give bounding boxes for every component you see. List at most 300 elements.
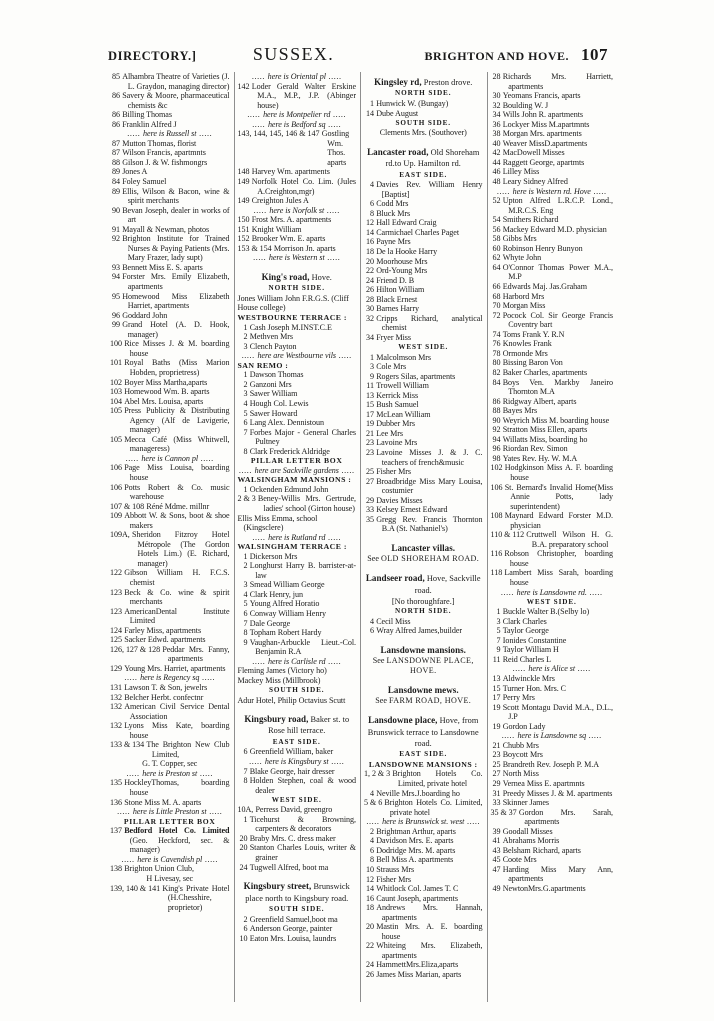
- directory-entry: [110, 884, 230, 913]
- directory-entry: [110, 358, 230, 377]
- leader-dots: .....: [496, 186, 513, 196]
- entry-number: 102: [110, 377, 122, 387]
- cross-reference-text: here is Bedford sq: [267, 119, 326, 129]
- entry-number: 136: [110, 797, 122, 807]
- cross-reference-text: here is Kingsbury st: [264, 757, 329, 766]
- entry-text: Richards Mrs. Harriett, apartments: [502, 72, 613, 91]
- section-spacer: [364, 676, 483, 680]
- entry-text: Lawson T. & Son, jewelrs: [124, 683, 208, 692]
- directory-entry: [110, 148, 230, 158]
- directory-entry: [364, 218, 483, 228]
- entry-number: 7: [243, 766, 248, 776]
- entry-text: Gostling Wm. Thos. aparts: [321, 129, 350, 167]
- entry-number: 126, 127 & 128: [110, 644, 161, 654]
- entry-text: Riordan Rev. Simon: [502, 444, 568, 454]
- entry-text: Stratton Miss Ellen, aparts: [502, 425, 588, 435]
- directory-entry: [364, 419, 483, 429]
- directory-entry: [238, 599, 357, 609]
- directory-entry: [364, 875, 483, 885]
- entry-number: 2 & 3: [237, 494, 256, 504]
- entry-text: Smithers Richard: [502, 215, 559, 225]
- cross-reference-text: here is Rutland rd: [268, 532, 326, 542]
- directory-entry: [238, 409, 357, 419]
- directory-entry: [491, 693, 614, 703]
- entry-text: Davidson Mrs. E. aparts: [376, 836, 454, 846]
- street-heading: [364, 645, 483, 655]
- entry-number: 98: [492, 453, 501, 463]
- entry-number: 2: [243, 914, 248, 924]
- entry-number: 87: [112, 138, 120, 148]
- entry-number: 26: [366, 969, 374, 979]
- entry-text: Edwards Maj. Jas.Graham: [502, 282, 587, 292]
- entry-number: 1: [243, 322, 248, 332]
- directory-entry: [491, 684, 614, 694]
- entry-text: Farley Miss, apartments: [124, 625, 202, 635]
- directory-entry: [238, 323, 357, 333]
- entry-number: 36: [492, 119, 501, 129]
- directory-entry: [110, 272, 230, 291]
- entry-number: 88: [112, 157, 120, 167]
- entry-number: 106: [110, 463, 122, 473]
- entry-text: North Miss: [502, 769, 539, 779]
- leader-dots: .....: [325, 119, 342, 129]
- directory-entry: [491, 110, 614, 120]
- entry-text: Wilson Francis, apartmnts: [122, 148, 206, 158]
- entry-number: 19: [492, 721, 501, 731]
- directory-entry: [110, 397, 230, 407]
- entry-text: Harbord Mrs: [502, 291, 545, 301]
- directory-entry: [491, 674, 614, 684]
- directory-entry: [491, 865, 614, 884]
- entry-text: Brighton Union Club,: [124, 864, 195, 874]
- directory-entry: [364, 400, 483, 410]
- directory-entry: [364, 362, 483, 372]
- directory-entry: [491, 617, 614, 627]
- cross-reference-text: here is Lansdowne sq: [517, 731, 587, 741]
- directory-entry: [364, 314, 483, 333]
- directory-entry: [238, 590, 357, 600]
- entry-number: 12: [366, 218, 374, 228]
- directory-entry: [491, 511, 614, 530]
- directory-entry: [364, 438, 483, 448]
- entry-number: 1: [496, 607, 501, 617]
- entry-text: Sawer William: [249, 389, 298, 399]
- entry-text: Brighton Hotels Co. Limited, private hotel: [384, 798, 483, 817]
- entry-text: Creighton Jules A: [251, 196, 309, 206]
- entry-text: Forster Mrs. Emily Elizabeth, apartments: [122, 272, 230, 292]
- entry-text: Mastin Mrs. A. E. boarding house: [376, 922, 483, 941]
- side-heading: WEST SIDE.: [271, 795, 322, 804]
- directory-entry: [364, 827, 483, 837]
- entry-text: Methven Mrs: [249, 332, 293, 342]
- entry-number: 85: [112, 72, 120, 81]
- cross-reference-line: [238, 110, 357, 120]
- leader-dots: .....: [202, 854, 218, 864]
- directory-line: Clements Mrs. (Southover): [379, 128, 467, 138]
- entry-text: Wray Alfred James,builder: [376, 626, 463, 636]
- directory-entry: [364, 109, 483, 119]
- street-heading: [364, 685, 483, 695]
- directory-entry: [110, 483, 230, 502]
- entry-text: Mutton Thomas, florist: [122, 138, 197, 148]
- directory-entry: [491, 626, 614, 636]
- side-heading: EAST SIDE.: [272, 737, 321, 746]
- directory-columns: [107, 72, 613, 1002]
- directory-entry: [491, 167, 614, 177]
- entry-text: Brighton Institute for Trained Nurses & Paying Patients (Mrs. Mary Frazer, lady supt): [122, 234, 230, 263]
- entry-text: Goodall Misses: [502, 826, 553, 836]
- entry-text: Smead William George: [249, 580, 325, 590]
- entry-number: 41: [492, 836, 501, 846]
- directory-entry: [364, 381, 483, 391]
- directory-entry: [238, 561, 357, 580]
- directory-entry: [238, 609, 357, 619]
- entry-number: 80: [492, 358, 501, 368]
- cross-reference-text: here is Brunswick st. west: [382, 817, 465, 827]
- entry-text: Aldwinckle Mrs: [502, 674, 555, 683]
- entry-text: Dawson Thomas: [249, 370, 304, 380]
- side-heading: SOUTH SIDE.: [269, 685, 325, 694]
- entry-number: 7: [496, 635, 501, 645]
- directory-entry: [238, 332, 357, 342]
- entry-text: Lockyer Miss M.apartmnts: [502, 119, 590, 129]
- entry-number: 96: [112, 310, 120, 320]
- entry-continuation: G. T. Copper, sec: [142, 759, 198, 769]
- entry-text: Whyte John: [502, 253, 542, 263]
- entry-number: 30: [492, 91, 501, 101]
- leader-dots: .....: [586, 731, 602, 741]
- directory-entry: [110, 511, 230, 530]
- directory-entry: [491, 215, 614, 225]
- entry-text: Friend D. B: [376, 275, 415, 285]
- entry-text: Upton Alfred L.R.C.P. Lond., M.R.C.S. Eng: [502, 196, 613, 215]
- entry-text: Davies Rev. William Henry [Baptist]: [376, 180, 483, 199]
- entry-text: Young Mrs. Harriet, apartments: [124, 663, 226, 673]
- entry-number: 22: [366, 266, 374, 276]
- entry-text: Norfolk Hotel Co. Lim. (Jules A.Creighton,mgr): [251, 177, 356, 196]
- directory-entry: [491, 282, 614, 292]
- cross-reference-line: [491, 187, 614, 197]
- entry-number: 4: [370, 788, 374, 798]
- entry-number: 4: [370, 836, 374, 846]
- directory-entry: [364, 247, 483, 257]
- entry-number: 2: [243, 332, 248, 342]
- section-spacer: [238, 872, 357, 876]
- leader-dots: .....: [252, 656, 268, 666]
- entry-text: Hodgkinson Miss A. F. boarding house: [504, 463, 613, 482]
- entry-number: 62: [492, 253, 501, 263]
- leader-dots: .....: [575, 664, 591, 674]
- entry-number: 2: [243, 379, 248, 389]
- entry-text: Hough Col. Lewis: [249, 398, 309, 408]
- directory-entry: [491, 760, 614, 770]
- entry-number: 6: [243, 609, 248, 619]
- directory-entry: [110, 206, 230, 225]
- entry-number: 23: [366, 438, 374, 448]
- directory-entry: [238, 177, 357, 196]
- directory-entry: [110, 72, 230, 91]
- entry-number: 24: [366, 960, 374, 970]
- street-name: King's road,: [261, 271, 310, 282]
- entry-number: 129: [110, 663, 122, 673]
- street-heading: [364, 573, 483, 596]
- entry-text: Belcher Herbt. confectnr: [124, 692, 204, 702]
- entry-text: Sawer Howard: [249, 408, 298, 418]
- entry-text: Robinson Henry Bunyon: [502, 243, 583, 253]
- directory-entry: [238, 342, 357, 352]
- leader-dots: .....: [464, 817, 481, 827]
- entry-number: 19: [492, 702, 501, 712]
- section-spacer: [364, 706, 483, 710]
- directory-entry: [491, 636, 614, 646]
- entry-number: 1: [243, 814, 248, 824]
- cross-reference-text: here is Norfolk st: [269, 205, 325, 215]
- entry-text: McLean William: [376, 409, 431, 419]
- street-description: Preston drove.: [421, 78, 473, 87]
- entry-number: 131: [110, 683, 122, 692]
- entry-number: 32: [492, 100, 501, 110]
- leader-dots: .....: [325, 532, 342, 542]
- entry-number: 5: [496, 626, 501, 636]
- directory-entry: [238, 776, 357, 795]
- directory-entry: [238, 843, 357, 862]
- leader-dots: .....: [253, 205, 270, 215]
- entry-number: 105: [110, 406, 122, 416]
- entry-number: 1: [243, 551, 248, 561]
- leader-dots: .....: [125, 453, 142, 463]
- entry-number: 13: [366, 390, 374, 400]
- entry-number: 23: [492, 750, 501, 760]
- directory-entry: [110, 292, 230, 311]
- directory-entry: [238, 805, 357, 815]
- entry-number: 1: [243, 484, 248, 494]
- entry-text: Malcolmson Mrs: [376, 352, 432, 362]
- entry-number: 27: [366, 476, 374, 486]
- directory-entry: [364, 372, 483, 382]
- directory-entry: [110, 683, 230, 693]
- entry-text: Black Ernest: [376, 294, 418, 304]
- entry-text-bold: Bedford Hotel Co. Limited: [124, 826, 230, 836]
- entry-number: 139, 140 & 141: [110, 883, 161, 893]
- directory-entry: [110, 311, 230, 321]
- entry-number: 20: [239, 843, 248, 853]
- entry-number: 8: [243, 628, 248, 638]
- entry-number: 54: [492, 215, 501, 225]
- directory-entry: [110, 798, 230, 808]
- cross-reference-text: here is Lansdowne rd.: [516, 587, 587, 597]
- directory-entry: [238, 380, 357, 390]
- street-description: Hove.: [309, 272, 332, 282]
- entry-text: Cecil Miss: [376, 616, 411, 626]
- entry-text: Lambert Miss Sarah, boarding house: [504, 568, 613, 587]
- directory-entry: [238, 196, 357, 206]
- entry-text: Dubber Mrs: [376, 419, 416, 429]
- cross-reference-text: here is Preston st: [142, 768, 198, 778]
- entry-text: Foley Samuel: [122, 177, 167, 187]
- entry-text: Morgan Miss: [502, 301, 546, 311]
- entry-number: 84: [112, 177, 120, 187]
- directory-entry: [364, 410, 483, 420]
- directory-entry: [491, 703, 614, 722]
- entry-text: Young Alfred Horatio: [249, 599, 320, 609]
- section-spacer: [238, 263, 357, 267]
- entry-text: Hilton William: [376, 285, 425, 295]
- directory-entry: [491, 789, 614, 799]
- entry-number: 27: [492, 769, 501, 779]
- entry-number: 5: [243, 408, 248, 418]
- directory-entry: [110, 626, 230, 636]
- entry-text: Sheridon Fitzroy Hotel Métropole (The Gordon Hotels Lim.) (E. Richard, manager): [131, 530, 230, 568]
- entry-number: 12: [366, 874, 374, 884]
- directory-entry: [491, 301, 614, 311]
- cross-reference-line: [238, 351, 357, 361]
- entry-number: 107 & 108: [110, 501, 145, 511]
- entry-number: 35 & 37: [490, 807, 517, 817]
- entry-number: 149: [237, 196, 250, 206]
- entry-text: Beney-Willis Mrs. Gertrude, ladies' school (Girton house): [257, 494, 356, 514]
- entry-text: Neville Mrs.J.boarding ho: [376, 788, 460, 798]
- directory-entry: [491, 129, 614, 139]
- directory-entry: [364, 391, 483, 401]
- directory-line: Adur Hotel, Philip Octavius Scutt: [237, 695, 346, 705]
- entry-text: Gordon Mrs. Sarah, apartments: [518, 807, 613, 827]
- entry-text: Bevan Joseph, dealer in works of art: [122, 205, 230, 225]
- entry-number: 39: [492, 826, 501, 836]
- entry-number: 15: [492, 683, 501, 693]
- entry-text: Ellis, Wilson & Bacon, wine & spirit merchants: [122, 186, 230, 206]
- directory-entry: [110, 702, 230, 721]
- entry-number: 56: [492, 224, 501, 234]
- cross-reference-line: [238, 533, 357, 543]
- entry-text: Andrews Mrs. Hannah, apartments: [376, 903, 483, 922]
- cross-reference-line: [238, 466, 357, 476]
- directory-entry: [491, 750, 614, 760]
- directory-entry: [491, 311, 614, 330]
- entry-text: Reid Charles L: [502, 654, 551, 664]
- entry-number: 4: [370, 616, 374, 626]
- entry-number: 132: [110, 721, 122, 731]
- leader-dots: .....: [366, 817, 383, 827]
- entry-text: Buckle Walter B.(Selby lo): [502, 607, 590, 617]
- entry-number: 34: [366, 332, 374, 342]
- entry-text: Trowell William: [376, 381, 429, 391]
- sub-heading: LANSDOWNE MANSIONS :: [368, 759, 478, 769]
- entry-number: 74: [492, 329, 501, 339]
- entry-number: 109A,: [110, 530, 130, 540]
- directory-entry: [491, 549, 614, 568]
- street-heading: [238, 881, 357, 904]
- directory-entry: [364, 769, 483, 788]
- entry-number: 87: [112, 148, 120, 158]
- entry-text: Boycott Mrs: [502, 750, 543, 760]
- entry-number: 110 & 112: [490, 530, 525, 540]
- cross-reference-line: [491, 731, 614, 741]
- entry-text: Clark Henry, jun: [249, 589, 303, 599]
- entry-number: 148: [237, 167, 250, 177]
- entry-number: 100: [110, 339, 122, 349]
- leader-dots: .....: [124, 673, 141, 683]
- column-4: [487, 72, 614, 1002]
- entry-number: 8: [243, 446, 248, 456]
- cross-reference-line: [110, 769, 230, 779]
- entry-number: 4: [243, 589, 248, 599]
- directory-entry: [364, 304, 483, 314]
- directory-entry: [110, 864, 230, 874]
- directory-entry: [110, 158, 230, 168]
- see-label: See: [375, 696, 389, 706]
- directory-entry: [491, 779, 614, 789]
- directory-entry: [110, 225, 230, 235]
- entry-number: 10A,: [237, 805, 254, 815]
- street-heading: [364, 543, 483, 553]
- entry-text: Dickerson Mrs: [249, 551, 298, 561]
- entry-number: 6: [243, 747, 248, 757]
- entry-text: Whiteing Mrs. Elizabeth, apartments: [376, 941, 483, 960]
- entry-number: 4: [370, 180, 374, 190]
- see-label: See: [372, 656, 387, 666]
- leader-dots: .....: [251, 72, 268, 81]
- entry-text: Lyons Miss Kate, boarding house: [124, 721, 230, 740]
- leader-dots: .....: [196, 129, 213, 139]
- cross-reference-text: here is Montpelier rd: [263, 110, 331, 120]
- directory-entry: [491, 836, 614, 846]
- section-spacer: [364, 564, 483, 568]
- leader-dots: .....: [590, 186, 607, 196]
- entry-number: 78: [492, 348, 501, 358]
- directory-entry: [110, 167, 230, 177]
- entry-number: 29: [492, 779, 501, 789]
- entry-number: 21: [492, 740, 501, 750]
- directory-entry: [364, 477, 483, 496]
- running-head-right: BRIGHTON AND HOVE.: [424, 49, 569, 63]
- street-heading: [364, 77, 483, 88]
- directory-entry: [364, 333, 483, 343]
- entry-number: 24: [366, 275, 374, 285]
- entry-number: 49: [492, 884, 501, 894]
- directory-entry: [110, 568, 230, 587]
- directory-entry: [238, 485, 357, 495]
- section-spacer: [238, 705, 357, 709]
- directory-entry: [364, 903, 483, 922]
- directory-entry: [364, 429, 483, 439]
- entry-text: Bayes Mrs: [502, 406, 538, 416]
- directory-entry: [491, 530, 614, 549]
- entry-text: Preedy Misses J. & M. apartments: [502, 788, 613, 798]
- entry-text: Ionides Constantine: [502, 635, 567, 645]
- street-name: Kingsbury road,: [244, 714, 309, 725]
- entry-number: 29: [366, 495, 374, 505]
- side-heading: NORTH SIDE.: [395, 89, 452, 98]
- entry-text: King's Private Hotel (H.Chesshire, proprietor): [162, 883, 230, 912]
- leader-dots: .....: [253, 253, 269, 263]
- entry-number: 40: [492, 138, 501, 148]
- entry-text: Coote Mrs: [502, 855, 537, 865]
- leader-dots: .....: [117, 807, 133, 817]
- directory-entry: [491, 827, 614, 837]
- entry-text: Cash Joseph M.INST.C.E: [249, 322, 332, 332]
- entry-text: Lee Mrs: [376, 428, 404, 438]
- entry-text: Bluck Mrs: [376, 208, 411, 218]
- entry-text: Davies Misses: [376, 495, 423, 505]
- directory-entry: [110, 387, 230, 397]
- street-description: Baker st. to Rose hill terrace.: [268, 715, 350, 736]
- entry-text: Homewood Miss Elizabeth Harriet, apartments: [122, 291, 230, 311]
- entry-number: 4: [243, 398, 248, 408]
- entry-text: Perress David, greengro: [255, 805, 333, 815]
- directory-entry: [110, 378, 230, 388]
- entry-text: Gibbs Mrs: [502, 234, 537, 244]
- entry-number: 104: [110, 396, 122, 406]
